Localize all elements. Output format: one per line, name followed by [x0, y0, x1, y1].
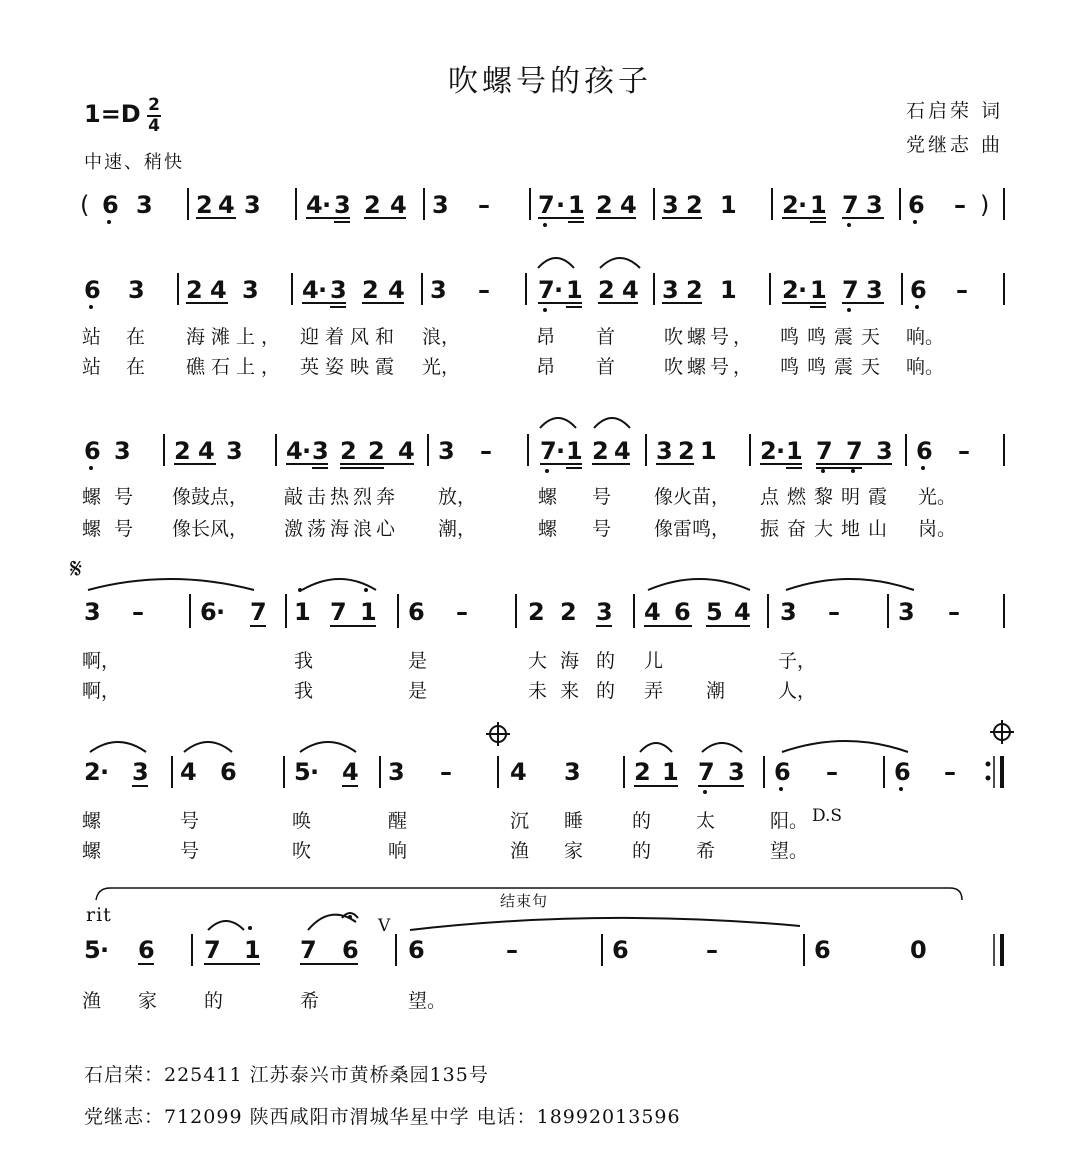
score-row-1 [80, 188, 1004, 227]
svg-text:2: 2 [84, 758, 101, 786]
svg-text:–: – [706, 936, 718, 964]
svg-text:7: 7 [330, 598, 347, 626]
svg-text:3: 3 [656, 437, 673, 465]
svg-text:6: 6 [910, 276, 927, 304]
svg-text:4: 4 [218, 191, 235, 219]
rit-marking: rit [86, 904, 112, 926]
svg-text:7: 7 [538, 191, 555, 219]
svg-text:6: 6 [220, 758, 237, 786]
svg-text:2: 2 [598, 276, 615, 304]
lyric-syllable: 潮 [706, 680, 726, 702]
svg-text:2: 2 [760, 437, 777, 465]
ending-label: 结束句 [500, 892, 549, 910]
lyric-syllable: 希 [696, 840, 716, 862]
svg-text:6: 6 [916, 437, 933, 465]
lyric-syllable: 弄 [644, 680, 664, 702]
svg-text:3: 3 [242, 276, 259, 304]
svg-text:6: 6 [342, 936, 359, 964]
svg-text:4: 4 [306, 191, 323, 219]
lyric-syllable: 家 [138, 990, 158, 1012]
lyric-syllable: 站 [82, 356, 102, 378]
lyric-syllable: 迎着风和 [300, 326, 401, 348]
lyric-syllable: 睡 [564, 810, 584, 832]
lyric-syllable: 家 [564, 840, 584, 862]
lyric-syllable: 礁石上， [186, 356, 287, 378]
lyric-syllable: 太 [696, 810, 716, 832]
svg-text:6: 6 [84, 437, 101, 465]
svg-text:–: – [954, 191, 966, 219]
svg-text:–: – [948, 598, 960, 626]
svg-text:–: – [132, 598, 144, 626]
contact-composer: 党继志：712099 陕西咸阳市渭城华星中学 电话：18992013596 [84, 1106, 681, 1128]
svg-text:2: 2 [340, 437, 357, 465]
svg-text:·: · [798, 276, 808, 304]
lyric-syllable: 鸣鸣震天 [780, 356, 889, 378]
svg-text:–: – [480, 437, 492, 465]
svg-text:2: 2 [634, 758, 651, 786]
svg-text:4: 4 [302, 276, 319, 304]
lyrics-verse-8 [0, 836, 1072, 860]
score-row-4 [84, 579, 1004, 628]
svg-text:3: 3 [662, 191, 679, 219]
svg-text:–: – [958, 437, 970, 465]
svg-text:4: 4 [734, 598, 751, 626]
svg-text:1: 1 [720, 276, 737, 304]
lyric-syllable: 螺 [82, 486, 102, 508]
svg-text:6: 6 [408, 936, 425, 964]
svg-text:4: 4 [210, 276, 227, 304]
lyric-syllable: 吹螺号， [664, 356, 757, 378]
svg-text:2: 2 [528, 598, 545, 626]
svg-text:4: 4 [510, 758, 527, 786]
svg-text:3: 3 [662, 276, 679, 304]
svg-text:3: 3 [312, 437, 329, 465]
svg-text:2: 2 [782, 276, 799, 304]
svg-text:3: 3 [876, 437, 893, 465]
lyric-syllable: 我 [294, 650, 314, 672]
svg-text:1: 1 [662, 758, 679, 786]
lyric-syllable: 响 [388, 840, 408, 862]
svg-text:(: ( [80, 191, 90, 219]
svg-text:3: 3 [432, 191, 449, 219]
svg-text:·: · [302, 437, 312, 465]
svg-text:4: 4 [620, 191, 637, 219]
lyrics-verse-9 [0, 986, 1072, 1010]
svg-text:6: 6 [774, 758, 791, 786]
svg-text:2: 2 [196, 191, 213, 219]
svg-text:·: · [556, 437, 566, 465]
svg-text:4: 4 [388, 276, 405, 304]
lyric-syllable: 啊， [82, 650, 121, 672]
svg-text:7: 7 [842, 191, 859, 219]
lyric-syllable: 光。 [918, 486, 957, 508]
lyrics-verse-5 [0, 646, 1072, 670]
svg-text:3: 3 [330, 276, 347, 304]
lyric-syllable: 号 [592, 518, 612, 540]
lyric-syllable: 号 [592, 486, 612, 508]
svg-text:1: 1 [294, 598, 311, 626]
svg-text:·: · [554, 276, 564, 304]
dal-segno-mark: D.S [812, 806, 843, 826]
lyric-syllable: 首 [596, 356, 616, 378]
svg-text:7: 7 [816, 437, 833, 465]
svg-text:–: – [956, 276, 968, 304]
svg-text:4: 4 [622, 276, 639, 304]
svg-text:5: 5 [294, 758, 311, 786]
lyric-syllable: 阳。 [770, 810, 809, 832]
lyric-syllable: 人， [778, 680, 817, 702]
svg-text:3: 3 [898, 598, 915, 626]
svg-text:4: 4 [286, 437, 303, 465]
lyric-syllable: 振奋大地山 [760, 518, 896, 540]
svg-text:·: · [322, 191, 332, 219]
lyric-syllable: 希 [300, 990, 320, 1012]
svg-text:1: 1 [810, 191, 827, 219]
svg-text:7: 7 [250, 598, 267, 626]
lyric-syllable: 浪， [422, 326, 461, 348]
svg-text:3: 3 [244, 191, 261, 219]
lyric-syllable: 光， [422, 356, 461, 378]
lyric-syllable: 的 [632, 840, 652, 862]
svg-text:2: 2 [560, 598, 577, 626]
lyric-syllable: 的 [204, 990, 224, 1012]
lyric-syllable: 号 [114, 518, 134, 540]
breath-mark: V [378, 916, 391, 936]
svg-text:7: 7 [540, 437, 557, 465]
lyric-syllable: 大 [528, 650, 548, 672]
svg-text:7: 7 [842, 276, 859, 304]
lyric-syllable: 来 [560, 680, 580, 702]
lyric-syllable: 号 [180, 810, 200, 832]
lyric-syllable: 像长风， [172, 518, 249, 540]
lyric-syllable: 的 [632, 810, 652, 832]
svg-text:1: 1 [786, 437, 803, 465]
lyric-syllable: 站 [82, 326, 102, 348]
svg-text:–: – [506, 936, 518, 964]
time-signature-top: 2 [148, 95, 160, 115]
lyric-syllable: 鸣鸣震天 [780, 326, 889, 348]
song-title: 吹螺号的孩子 [448, 64, 652, 99]
svg-text:–: – [440, 758, 452, 786]
svg-text:2: 2 [686, 276, 703, 304]
svg-text:4: 4 [342, 758, 359, 786]
svg-text:3: 3 [334, 191, 351, 219]
svg-text:6: 6 [894, 758, 911, 786]
lyric-syllable: 首 [596, 326, 616, 348]
lyric-syllable: 在 [126, 326, 146, 348]
lyric-syllable: 渔 [510, 840, 530, 862]
svg-text:·: · [100, 758, 110, 786]
svg-text:3: 3 [132, 758, 149, 786]
lyric-syllable: 吹螺号， [664, 326, 757, 348]
svg-text:2: 2 [368, 437, 385, 465]
svg-text:3: 3 [84, 598, 101, 626]
segno-sign: 𝄋 [70, 552, 83, 585]
svg-text:–: – [944, 758, 956, 786]
score-row-5 [84, 741, 1002, 794]
svg-text:7: 7 [698, 758, 715, 786]
svg-text:2: 2 [186, 276, 203, 304]
coda-symbol-1 [486, 722, 510, 746]
svg-text:2: 2 [364, 191, 381, 219]
svg-text:2: 2 [592, 437, 609, 465]
lyric-syllable: 像雷鸣， [654, 518, 731, 540]
coda-symbol-2 [990, 720, 1014, 744]
svg-text:·: · [776, 437, 786, 465]
svg-text:–: – [478, 276, 490, 304]
svg-text:2: 2 [596, 191, 613, 219]
svg-text:1: 1 [810, 276, 827, 304]
svg-text:·: · [100, 936, 110, 964]
svg-text:6: 6 [102, 191, 119, 219]
lyric-syllable: 唤 [292, 810, 312, 832]
svg-text:2: 2 [782, 191, 799, 219]
svg-text:3: 3 [596, 598, 613, 626]
lyrics-verse-3 [0, 482, 1072, 506]
svg-text:7: 7 [300, 936, 317, 964]
svg-text:1: 1 [566, 276, 583, 304]
lyric-syllable: 望。 [770, 840, 809, 862]
lyric-syllable: 在 [126, 356, 146, 378]
svg-text:·: · [798, 191, 808, 219]
lyric-syllable: 螺 [82, 810, 102, 832]
svg-text:–: – [828, 598, 840, 626]
svg-text:5: 5 [84, 936, 101, 964]
svg-text:3: 3 [780, 598, 797, 626]
tempo-marking: 中速、稍快 [84, 152, 184, 173]
lyric-syllable: 激荡海浪心 [284, 518, 400, 540]
lyric-syllable: 英姿映霞 [300, 356, 401, 378]
svg-text:1: 1 [566, 437, 583, 465]
score-row-3 [84, 418, 1004, 473]
lyric-syllable: 沉 [510, 810, 530, 832]
lyric-syllable: 潮， [438, 518, 477, 540]
svg-text:6: 6 [674, 598, 691, 626]
lyric-syllable: 放， [438, 486, 477, 508]
svg-text:·: · [556, 191, 566, 219]
svg-text:6: 6 [84, 276, 101, 304]
svg-text:1: 1 [568, 191, 585, 219]
svg-text:3: 3 [564, 758, 581, 786]
lyric-syllable: 渔 [82, 990, 102, 1012]
lyric-syllable: 响。 [906, 356, 945, 378]
lyric-syllable: 号 [114, 486, 134, 508]
lyric-syllable: 螺 [538, 486, 558, 508]
lyrics-verse-1 [0, 322, 1072, 346]
svg-text:0: 0 [910, 936, 927, 964]
svg-text:1: 1 [360, 598, 377, 626]
lyric-syllable: 的 [596, 680, 616, 702]
svg-text:–: – [478, 191, 490, 219]
svg-text:): ) [980, 191, 990, 219]
time-signature-bottom: 4 [148, 116, 160, 136]
lyric-syllable: 啊， [82, 680, 121, 702]
lyric-syllable: 昂 [536, 326, 556, 348]
lyricist-credit: 石启荣 词 [906, 100, 1004, 122]
lyrics-verse-4 [0, 514, 1072, 538]
svg-text:4: 4 [180, 758, 197, 786]
lyric-syllable: 醒 [388, 810, 408, 832]
lyrics-verse-7 [0, 806, 1072, 830]
svg-text:·: · [310, 758, 320, 786]
svg-text:7: 7 [204, 936, 221, 964]
svg-text:·: · [216, 598, 226, 626]
lyric-syllable: 未 [528, 680, 548, 702]
svg-text:·: · [318, 276, 328, 304]
lyric-syllable: 螺 [82, 840, 102, 862]
svg-text:1: 1 [720, 191, 737, 219]
svg-text:3: 3 [136, 191, 153, 219]
svg-text:3: 3 [866, 276, 883, 304]
svg-text:–: – [456, 598, 468, 626]
svg-text:4: 4 [398, 437, 415, 465]
svg-text:2: 2 [678, 437, 695, 465]
lyric-syllable: 我 [294, 680, 314, 702]
svg-text:4: 4 [390, 191, 407, 219]
lyric-syllable: 的 [596, 650, 616, 672]
lyric-syllable: 像火苗， [654, 486, 731, 508]
lyric-syllable: 螺 [82, 518, 102, 540]
lyric-syllable: 望。 [408, 990, 447, 1012]
svg-text:4: 4 [614, 437, 631, 465]
lyric-syllable: 敲击热烈奔 [284, 486, 400, 508]
lyric-syllable: 点燃黎明霞 [760, 486, 896, 508]
svg-text:6: 6 [612, 936, 629, 964]
svg-text:3: 3 [866, 191, 883, 219]
lyric-syllable: 子， [778, 650, 817, 672]
svg-text:1: 1 [244, 936, 261, 964]
svg-text:3: 3 [114, 437, 131, 465]
svg-text:3: 3 [430, 276, 447, 304]
svg-text:3: 3 [226, 437, 243, 465]
svg-text:4: 4 [198, 437, 215, 465]
lyric-syllable: 螺 [538, 518, 558, 540]
lyric-syllable: 岗。 [918, 518, 957, 540]
svg-text:4: 4 [644, 598, 661, 626]
lyric-syllable: 儿 [644, 650, 664, 672]
svg-text:7: 7 [538, 276, 555, 304]
lyric-syllable: 吹 [292, 840, 312, 862]
lyric-syllable: 昂 [536, 356, 556, 378]
composer-credit: 党继志 曲 [906, 134, 1004, 156]
svg-text:2: 2 [686, 191, 703, 219]
lyrics-verse-2 [0, 352, 1072, 376]
svg-text:–: – [826, 758, 838, 786]
svg-text:3: 3 [728, 758, 745, 786]
svg-text:6: 6 [408, 598, 425, 626]
svg-text:5: 5 [706, 598, 723, 626]
svg-text:6: 6 [138, 936, 155, 964]
lyric-syllable: 响。 [906, 326, 945, 348]
svg-text:6: 6 [200, 598, 217, 626]
lyric-syllable: 是 [408, 680, 428, 702]
key-signature: 1=D [84, 100, 141, 128]
svg-text:6: 6 [814, 936, 831, 964]
score-row-2 [84, 258, 1004, 312]
lyric-syllable: 海 [560, 650, 580, 672]
lyric-syllable: 号 [180, 840, 200, 862]
lyrics-verse-6 [0, 676, 1072, 700]
svg-text:3: 3 [128, 276, 145, 304]
svg-text:1: 1 [700, 437, 717, 465]
lyric-syllable: 像鼓点， [172, 486, 249, 508]
lyric-syllable: 是 [408, 650, 428, 672]
svg-text:3: 3 [438, 437, 455, 465]
contact-lyricist: 石启荣：225411 江苏泰兴市黄桥桑园135号 [84, 1064, 489, 1086]
svg-text:3: 3 [388, 758, 405, 786]
svg-text:7: 7 [846, 437, 863, 465]
lyric-syllable: 海滩上， [186, 326, 287, 348]
svg-text:6: 6 [908, 191, 925, 219]
svg-text:2: 2 [362, 276, 379, 304]
svg-text:2: 2 [174, 437, 191, 465]
